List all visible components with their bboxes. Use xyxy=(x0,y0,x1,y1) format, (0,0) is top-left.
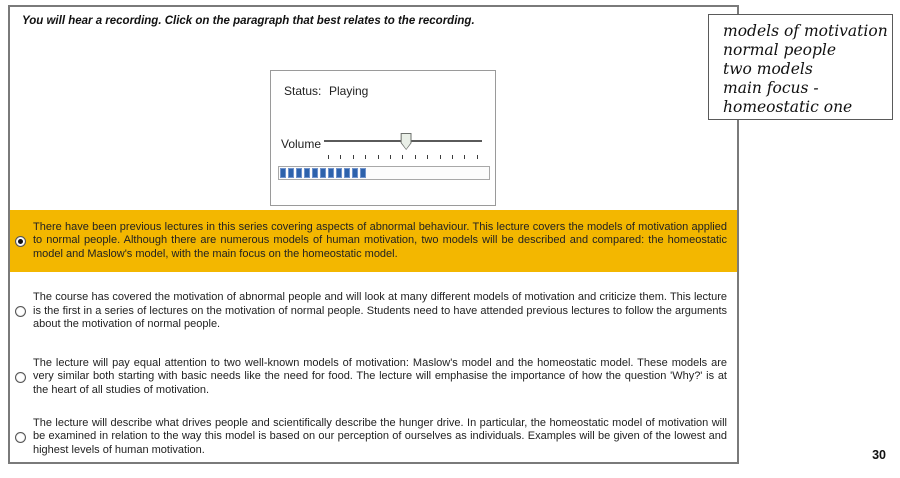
page-number: 30 xyxy=(872,448,886,462)
volume-label: Volume xyxy=(281,137,322,151)
answer-option-1[interactable] xyxy=(10,210,737,272)
option-text: The course has covered the motivation of abnormal people and will look at many different models of motivation and criticize them. This lecture is the first in a series of lectures on the motivation of normal people. Students need to have attended previous lectures to follow the arguments about the motivation of normal people. xyxy=(33,291,727,331)
progress-segments xyxy=(279,167,489,179)
option-radio[interactable] xyxy=(15,432,26,443)
audio-progress-bar xyxy=(278,166,490,180)
handwritten-note xyxy=(708,14,893,120)
note-line: normal people xyxy=(723,41,837,59)
instruction-text: You will hear a recording. Click on the paragraph that best relates to the recording. xyxy=(22,15,475,27)
option-text: The lecture will pay equal attention to two well-known models of motivation: Maslow's model and the homeostatic model. These models are very similar both starting with basic needs like the need for food. The lecture will emphasise the importance of how the question 'Why?' is at the heart of all studies of motivation. xyxy=(33,356,727,396)
option-text: There have been previous lectures in this series covering aspects of abnormal behaviour. This lecture covers the models of motivation applied to normal people. Although there are numerous models of human motivation, two models will be described and compared: the homeostatic model and Maslow's model, with the main focus on the homeostatic model. xyxy=(33,220,727,260)
answer-option-3[interactable] xyxy=(10,351,737,403)
note-line: two models xyxy=(723,60,813,78)
status-label: Status: xyxy=(284,84,322,98)
status-value: Playing xyxy=(329,84,369,98)
volume-slider[interactable] xyxy=(324,131,482,151)
answer-option-2[interactable] xyxy=(10,283,737,340)
option-radio[interactable] xyxy=(15,372,26,383)
answer-option-4[interactable] xyxy=(10,411,737,463)
option-radio[interactable] xyxy=(15,306,26,317)
volume-tick-marks xyxy=(328,155,478,160)
option-radio[interactable] xyxy=(15,236,26,247)
note-line: homeostatic one xyxy=(723,98,853,116)
note-line: models of motivation xyxy=(723,22,888,40)
note-line: main focus - xyxy=(723,79,819,97)
question-panel xyxy=(8,5,739,464)
option-text: The lecture will describe what drives people and scientifically describe the hunger drive. In particular, the homeostatic model of motivation will be examined in relation to the way this model is based on our perception of ourselves as individuals. Examples will be given of the lowest and highest levels of human motivation. xyxy=(33,416,727,456)
audio-player-panel xyxy=(270,70,496,206)
volume-slider-thumb[interactable] xyxy=(401,133,412,150)
